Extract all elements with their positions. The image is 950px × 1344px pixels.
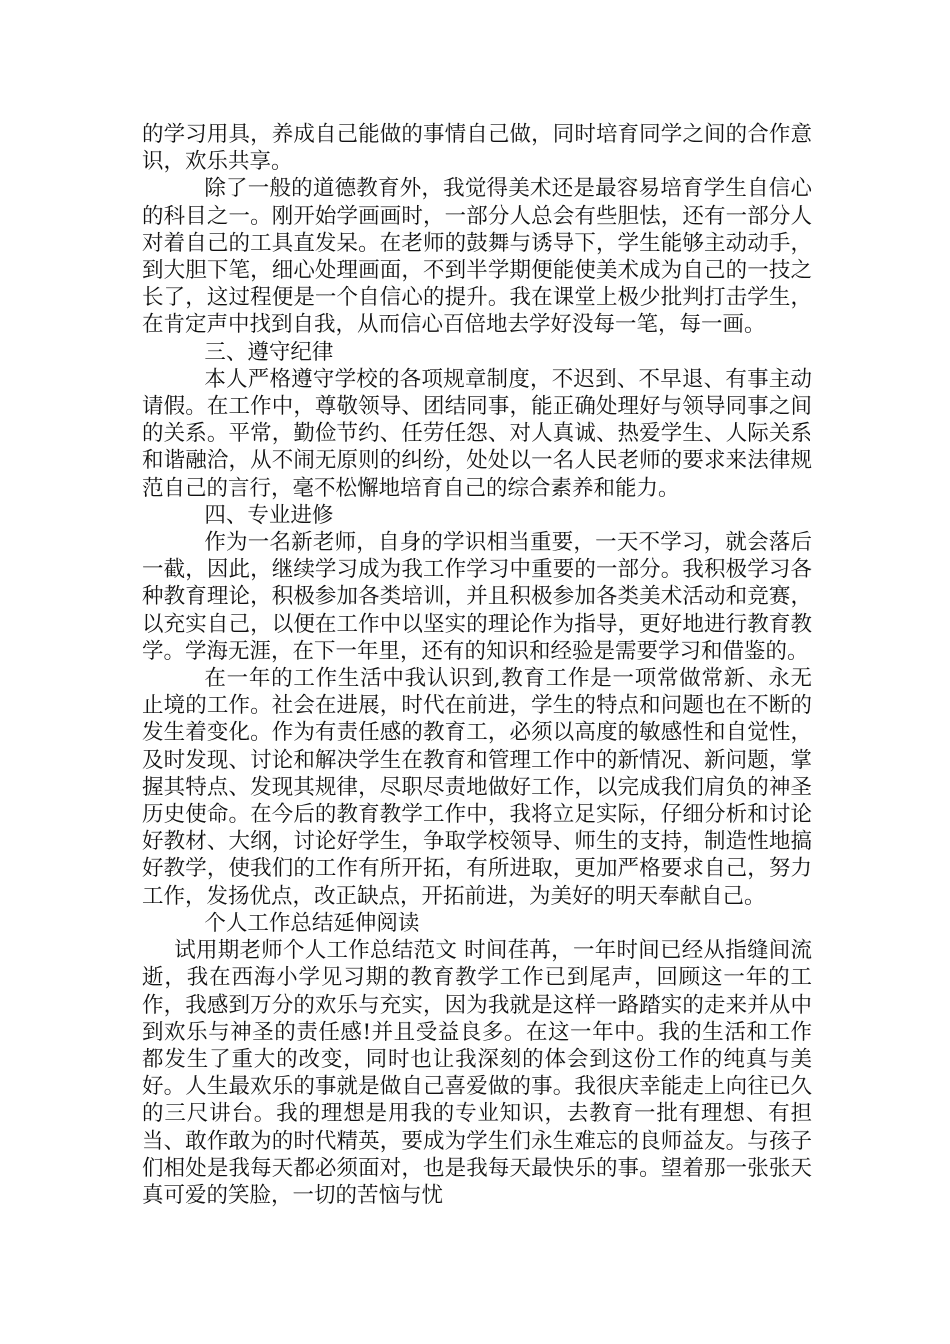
- paragraph-professional-study: 作为一名新老师，自身的学识相当重要，一天不学习，就会落后一截，因此，继续学习成为我工作学习中重要的一部分。我积极学习各种教育理论，积极参加各类培训，并且积极参加各类美术活动和竞赛，以充实自己，以便在工作中以坚实的理论作为指导，更好地进行教育教学。学海无涯，在下一年里，还有的知识和经验是需要学习和借鉴的。: [142, 530, 812, 664]
- paragraph-discipline: 本人严格遵守学校的各项规章制度，不迟到、不早退、有事主动请假。在工作中，尊敬领导、团结同事，能正确处理好与领导同事之间的关系。平常，勤俭节约、任劳任怨、对人真诚、热爱学生、人际关系和谐融洽，从不闹无原则的纠纷，处处以一名人民老师的要求来法律规范自己的言行，毫不松懈地培育自己的综合素养和能力。: [142, 366, 812, 501]
- paragraph-continuation: 的学习用具，养成自己能做的事情自己做，同时培育同学之间的合作意识，欢乐共享。: [142, 122, 812, 175]
- paragraph-art-confidence: 除了一般的道德教育外，我觉得美术还是最容易培育学生自信心的科目之一。刚开始学画画时，一部分人总会有些胆怯，还有一部分人对着自己的工具直发呆。在老师的鼓舞与诱导下，学生能够主动动手，到大胆下笔，细心处理画面，不到半学期便能使美术成为自己的一技之长了，这过程便是一个自信心的提升。我在课堂上极少批判打击学生，在肯定声中找到自我，从而信心百倍地去学好没每一笔，每一画。: [142, 176, 812, 338]
- document-body: [142, 121, 812, 1209]
- section-heading-professional-study: 四、专业进修: [204, 502, 334, 528]
- section-heading-extended-reading: 个人工作总结延伸阅读: [204, 910, 420, 936]
- paragraph-extended-reading: 试用期老师个人工作总结范文 时间荏苒，一年时间已经从指缝间流逝，我在西海小学见习期的教育教学工作已到尾声，回顾这一年的工作，我感到万分的欢乐与充实，因为我就是这样一路踏实的走来并从中到欢乐与神圣的责任感!并且受益良多。在这一年中。我的生活和工作都发生了重大的改变，同时也让我深刻的体会到这份工作的纯真与美好。人生最欢乐的事就是做自己喜爱做的事。我很庆幸能走上向往已久的三尺讲台。我的理想是用我的专业知识，去教育一批有理想、有担当、敢作敢为的时代精英，要成为学生们永生难忘的良师益友。与孩子们相处是我每天都必须面对，也是我每天最快乐的事。望着那一张张天真可爱的笑脸，一切的苦恼与忧: [142, 938, 812, 1208]
- section-heading-discipline: 三、遵守纪律: [204, 339, 334, 365]
- paragraph-year-reflection: 在一年的工作生活中我认识到,教育工作是一项常做常新、永无止境的工作。社会在进展，时代在前进，学生的特点和问题也在不断的发生着变化。作为有责任感的教育工，必须以高度的敏感性和自觉性，及时发现、讨论和解决学生在教育和管理工作中的新情况、新问题，掌握其特点、发现其规律，尽职尽责地做好工作，以完成我们肩负的神圣历史使命。在今后的教育教学工作中，我将立足实际，仔细分析和讨论好教材、大纲，讨论好学生，争取学校领导、师生的支持，制造性地搞好教学，使我们的工作有所开拓，有所进取，更加严格要求自己，努力工作，发扬优点，改正缺点，开拓前进，为美好的明天奉献自己。: [142, 666, 812, 909]
